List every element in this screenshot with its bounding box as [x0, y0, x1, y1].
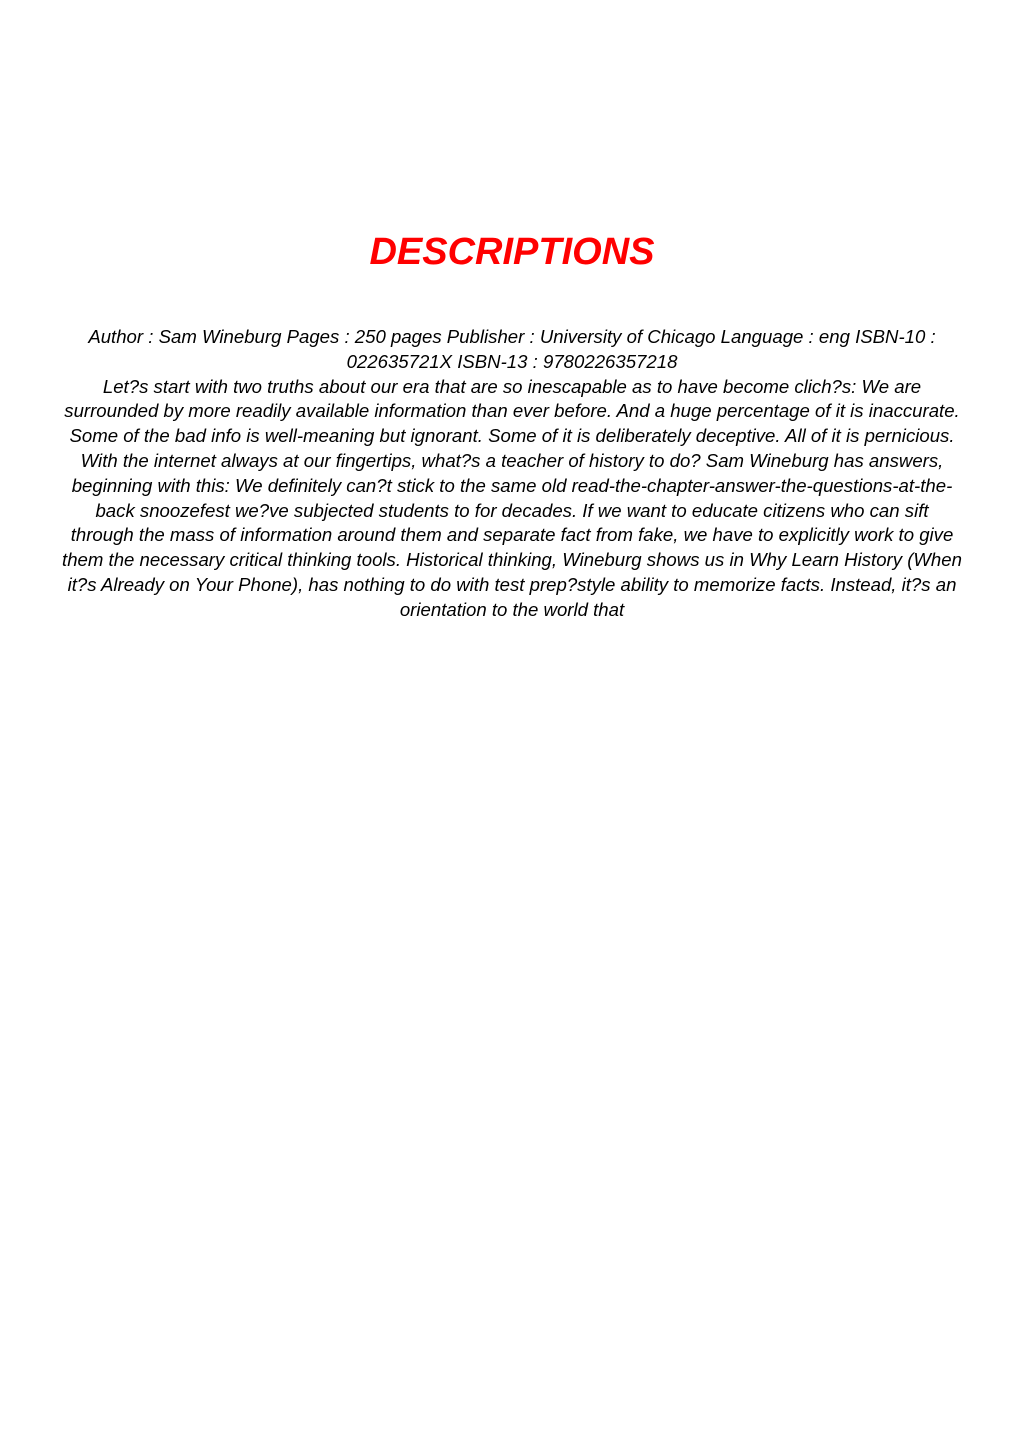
book-metadata: Author : Sam Wineburg Pages : 250 pages Publisher : University of Chicago Language : eng ISBN-10 : 022635721X ISBN-13 : 9780226357218 — [88, 326, 936, 372]
page-heading: DESCRIPTIONS — [369, 231, 655, 273]
book-description: Let?s start with two truths about our era that are so inescapable as to have become clich?s: We are surrounded by more readily available information than ever before. And a huge percentage of it is inaccurate. Some of the bad info is well-meaning but ignorant. Some of it is deliberately deceptive. All of it is pernicious. With the internet always at our fingertips, what?s a teacher of history to do? Sam Wineburg has answers, beginning with this: We definitely can?t stick to the same old read-the-chapter-answer-the-questions-at-the-back snoozefest we?ve subjected students to for decades. If we want to educate citizens who can sift through the mass of information around them and separate fact from fake, we have to explicitly work to give them the necessary critical thinking tools. Historical thinking, Wineburg shows us in Why Learn History (When it?s Already on Your Phone), has nothing to do with test prep?style ability to memorize facts. Instead, it?s an orientation to the world that — [62, 375, 962, 620]
description-block — [62, 325, 962, 623]
